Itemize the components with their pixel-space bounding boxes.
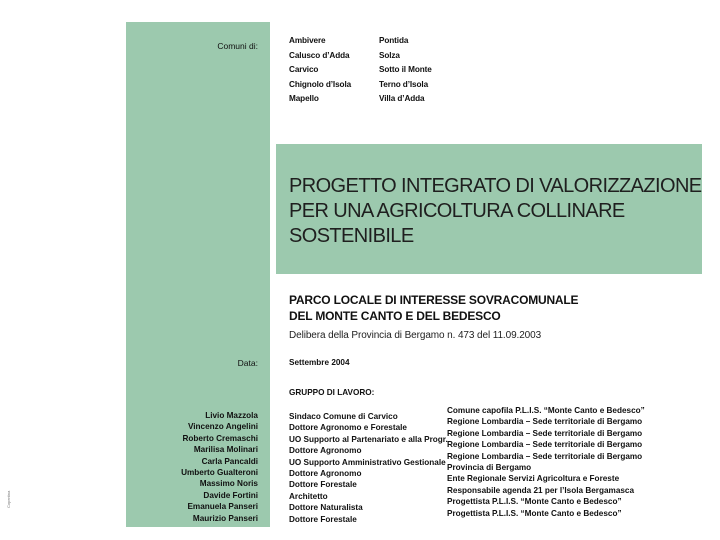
document-title [289,174,702,249]
team-member-role: Dottore Agronomo [289,469,362,479]
team-member-org: Responsabile agenda 21 per l’Isola Bergamasca [447,485,635,495]
title-line: PROGETTO INTEGRATO DI VALORIZZAZIONE [289,175,702,197]
comuni-list-right [379,34,432,107]
date-value: Settembre 2004 [289,358,350,367]
team-member-name: Vincenzo Angelini [187,422,258,432]
comuni-list-left [289,34,351,107]
comune-item: Mapello [289,94,319,104]
team-member-org: Progettista P.L.I.S. “Monte Canto e Bedesco” [447,508,622,518]
title-line: SOSTENIBILE [289,225,414,247]
comune-item: Pontida [379,36,409,45]
team-member-role: Dottore Agronomo e Forestale [289,423,407,433]
team-member-name: Emanuela Panseri [187,502,258,512]
delibera-text: Delibera della Provincia di Bergamo n. 473 del 11.09.2003 [289,330,542,341]
team-member-role: UO Supporto al Partenariato e alla Progr. [289,434,448,444]
team-member-name: Carla Pancaldi [201,456,258,466]
team-member-name: Maurizio Panseri [192,513,258,523]
park-heading-line: DEL MONTE CANTO E DEL BEDESCO [289,309,501,323]
team-member-org: Regione Lombardia – Sede territoriale di Bergamo [447,451,643,461]
comune-item: Sotto il Monte [379,65,432,75]
team-roles [289,411,448,525]
team-member-name: Roberto Cremaschi [182,433,258,443]
park-heading-line: PARCO LOCALE DI INTERESSE SOVRACOMUNALE [289,293,579,307]
data-label: Data: [237,358,258,368]
footer-code: Copertina [6,490,11,508]
team-member-org: Regione Lombardia – Sede territoriale di Bergamo [447,428,643,438]
team-member-org: Comune capofila P.L.I.S. “Monte Canto e Bedesco” [447,406,645,415]
team-member-role: Dottore Forestale [289,480,357,490]
team-member-org: Regione Lombardia – Sede territoriale di Bergamo [447,417,643,427]
title-panel [276,144,702,274]
comune-item: Villa d’Adda [379,94,425,104]
team-member-org: Progettista P.L.I.S. “Monte Canto e Bedesco” [447,497,622,507]
comuni-label: Comuni di: [217,41,258,51]
team-names [181,410,258,524]
team-member-role: Dottore Forestale [289,514,357,524]
team-member-role: Architetto [289,491,328,501]
team-member-name: Livio Mazzola [205,411,258,420]
team-member-name: Massimo Noris [199,479,258,489]
comune-item: Calusco d’Adda [289,50,350,60]
team-member-org: Ente Regionale Servizi Agricoltura e Foreste [447,474,620,484]
comune-item: Solza [379,50,400,60]
team-member-role: Dottore Agronomo [289,446,362,456]
comune-item: Carvico [289,65,319,75]
team-member-name: Umberto Gualteroni [181,468,258,478]
park-heading [289,292,578,324]
work-group-heading: GRUPPO DI LAVORO: [289,388,375,397]
team-member-name: Marilisa Molinari [193,445,258,455]
title-line: PER UNA AGRICOLTURA COLLINARE [289,200,625,222]
comune-item: Chignolo d’Isola [289,79,352,89]
comune-item: Ambivere [289,36,326,45]
team-organizations [447,405,645,519]
team-member-role: Sindaco Comune di Carvico [289,412,398,421]
comune-item: Terno d’Isola [379,79,429,89]
team-member-role: Dottore Naturalista [289,503,363,513]
team-member-org: Provincia di Bergamo [447,463,532,473]
team-member-role: UO Supporto Amministrativo Gestionale [289,457,446,467]
team-member-name: Davide Fortini [203,490,258,500]
team-member-org: Regione Lombardia – Sede territoriale di Bergamo [447,440,643,450]
